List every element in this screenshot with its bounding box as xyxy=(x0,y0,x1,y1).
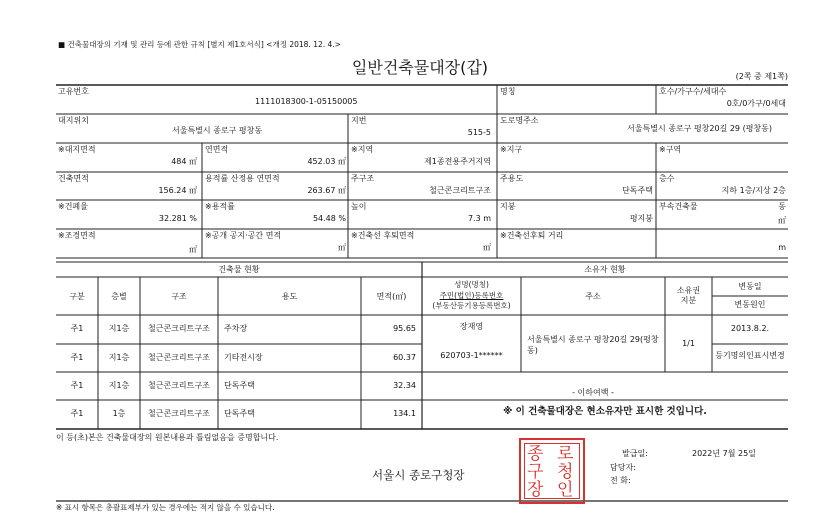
main-use-label: 주용도 xyxy=(500,174,524,183)
units-value: 0호/0가구/0세대 xyxy=(726,99,786,108)
page-title: 일반건축물대장(갑) xyxy=(351,58,489,77)
unique-no-value: 1111018300-1-05150005 xyxy=(255,97,358,106)
page-count: (2쪽 중 제1쪽) xyxy=(735,72,788,81)
owner-id-header: 주민(법인)등록번호 xyxy=(439,291,504,300)
roof-label: 지붕 xyxy=(500,202,516,211)
cell-use: 단독주택 xyxy=(224,409,255,418)
far-label: ※용적률 xyxy=(205,202,235,211)
change-date-header: 변동일 xyxy=(738,282,762,291)
cell-area: 60.37 xyxy=(393,353,416,362)
change-reason-header: 변동원인 xyxy=(734,300,766,309)
floors-label: 층수 xyxy=(659,174,675,183)
landscape-label: ※조경면적 xyxy=(58,231,96,240)
far-area-value: 263.67 ㎡ xyxy=(307,186,346,195)
col-header-use: 용도 xyxy=(281,292,298,301)
lot-label: 지번 xyxy=(351,116,367,125)
building-area-label: 건축면적 xyxy=(58,174,89,183)
owner-share-header: 소유권 xyxy=(676,286,701,295)
zone-value: 제1종전용주거지역 xyxy=(424,157,491,166)
cell-structure: 철근콘크리트구조 xyxy=(148,324,210,333)
location-label: 대지위치 xyxy=(58,116,89,125)
open-space-unit: ㎡ xyxy=(338,243,346,252)
bcr-value: 32.281 % xyxy=(158,214,197,223)
owner-address-header: 주소 xyxy=(585,292,601,301)
owner-notice: ※ 이 건축물대장은 현소유자만 표시한 것입니다. xyxy=(503,406,707,417)
official-seal xyxy=(519,438,585,504)
setback-area-unit: ㎡ xyxy=(483,243,491,252)
bcr-label: ※건폐율 xyxy=(58,202,88,211)
road-address-label: 도로명주소 xyxy=(500,116,539,125)
landscape-unit: ㎡ xyxy=(189,245,197,254)
phone-label: 전 화: xyxy=(610,476,631,485)
cell-structure: 철근콘크리트구조 xyxy=(148,409,210,418)
cell-area: 134.1 xyxy=(393,409,416,418)
owner-address-line2: 동) xyxy=(527,346,538,355)
form-legal-note: ■ 건축물대장의 기재 및 관리 등에 관한 규칙 [별지 제1호서식] <개정 2018. 12. 4.> xyxy=(58,40,341,49)
setback-distance-unit: m xyxy=(778,243,786,252)
cell-floor: 지1층 xyxy=(108,353,130,362)
building-area-value: 156.24 ㎡ xyxy=(158,186,197,195)
change-date: 2013.8.2. xyxy=(730,324,770,333)
cell-structure: 철근콘크리트구조 xyxy=(148,381,210,390)
floors-value: 지하 1층/지상 2층 xyxy=(721,186,786,195)
building-status-title: 건축물 현황 xyxy=(218,265,260,274)
far-area-label: 용적률 산정용 연면적 xyxy=(205,174,280,183)
issue-date-value: 2022년 7월 25일 xyxy=(692,449,756,458)
cell-division: 주1 xyxy=(70,324,84,333)
setback-distance-label: ※건축선후퇴 거리 xyxy=(500,231,564,240)
open-space-label: ※공개 공지·공간 면적 xyxy=(205,231,282,240)
land-area-label: ※대지면적 xyxy=(58,145,96,154)
seal-char: 로 xyxy=(557,444,574,464)
col-header-area: 면적(㎡) xyxy=(376,292,407,301)
road-address-value: 서울특별시 종로구 평창20길 29 (평창동) xyxy=(627,124,772,133)
lot-value: 515-5 xyxy=(467,128,491,137)
cell-division: 주1 xyxy=(70,353,84,362)
roof-value: 평지붕 xyxy=(629,214,653,223)
cell-floor: 1층 xyxy=(112,409,126,418)
owner-name: 장재영 xyxy=(459,322,484,331)
height-label: 높이 xyxy=(351,202,367,211)
seal-char: 구 xyxy=(527,462,544,482)
seal-char: 종 xyxy=(527,444,544,464)
issue-date-label: 발급일: xyxy=(622,449,648,458)
floor-area-label: 연면적 xyxy=(205,145,229,154)
owner-status-title: 소유자 현황 xyxy=(584,265,626,274)
cell-division: 주1 xyxy=(70,409,84,418)
certification-text: 이 등(초)본은 건축물대장의 원본내용과 틀림없음을 증명합니다. xyxy=(56,433,279,442)
seal-char: 인 xyxy=(557,480,574,500)
owner-share-header-2: 지분 xyxy=(680,296,697,305)
footnote: ※ 표시 항목은 총괄표제부가 있는 경우에는 적지 않을 수 있습니다. xyxy=(56,503,275,512)
cell-floor: 지1층 xyxy=(108,324,130,333)
owner-address-line1: 서울특별시 종로구 평창20길 29(평창 xyxy=(527,335,659,344)
name-label: 명칭 xyxy=(500,87,516,96)
zone-label: ※지역 xyxy=(351,145,374,154)
clerk-label: 담당자: xyxy=(610,463,636,472)
land-area-value: 484 ㎡ xyxy=(171,157,197,166)
annex-count-unit: 동 xyxy=(778,202,786,211)
main-use-value: 단독주택 xyxy=(622,186,653,195)
units-label: 호수/가구수/세대수 xyxy=(659,87,727,96)
cell-use: 기타전시장 xyxy=(224,353,263,362)
col-header-floor: 층별 xyxy=(111,292,127,301)
seal-char: 장 xyxy=(527,480,544,500)
cell-area: 95.65 xyxy=(393,324,416,333)
end-of-list-mark: - 이하여백 - xyxy=(572,388,614,397)
owner-name-header: 성명(명칭) xyxy=(454,280,489,289)
location-value: 서울특별시 종로구 평창동 xyxy=(172,126,263,135)
annex-area-unit: ㎡ xyxy=(778,216,786,225)
change-reason: 등기명의인표시변경 xyxy=(715,351,785,360)
district-label: ※지구 xyxy=(500,145,523,154)
cell-division: 주1 xyxy=(70,381,84,390)
cell-use: 단독주택 xyxy=(224,381,255,390)
area-label: ※구역 xyxy=(659,145,682,154)
issuing-office: 서울시 종로구청장 xyxy=(372,468,465,482)
owner-id: 620703-1****** xyxy=(440,351,503,360)
structure-value: 철근콘크리트구조 xyxy=(429,186,491,195)
owner-share: 1/1 xyxy=(682,339,695,348)
far-value: 54.48 % xyxy=(312,214,346,223)
unique-no-label: 고유번호 xyxy=(58,87,89,96)
setback-area-label: ※건축선 후퇴면적 xyxy=(351,231,415,240)
col-header-structure: 구조 xyxy=(171,292,187,301)
annex-label: 부속건축물 xyxy=(659,202,698,211)
col-header-division: 구분 xyxy=(69,292,85,301)
cell-structure: 철근콘크리트구조 xyxy=(148,353,210,362)
owner-regno-header: (부동산등기용등록번호) xyxy=(432,301,511,310)
cell-floor: 지1층 xyxy=(108,381,130,390)
structure-label: 주구조 xyxy=(351,174,375,183)
height-value: 7.3 m xyxy=(467,214,491,223)
floor-area-value: 452.03 ㎡ xyxy=(307,157,346,166)
cell-use: 주차장 xyxy=(224,324,248,333)
cell-area: 32.34 xyxy=(393,381,416,390)
seal-char: 청 xyxy=(557,462,574,482)
